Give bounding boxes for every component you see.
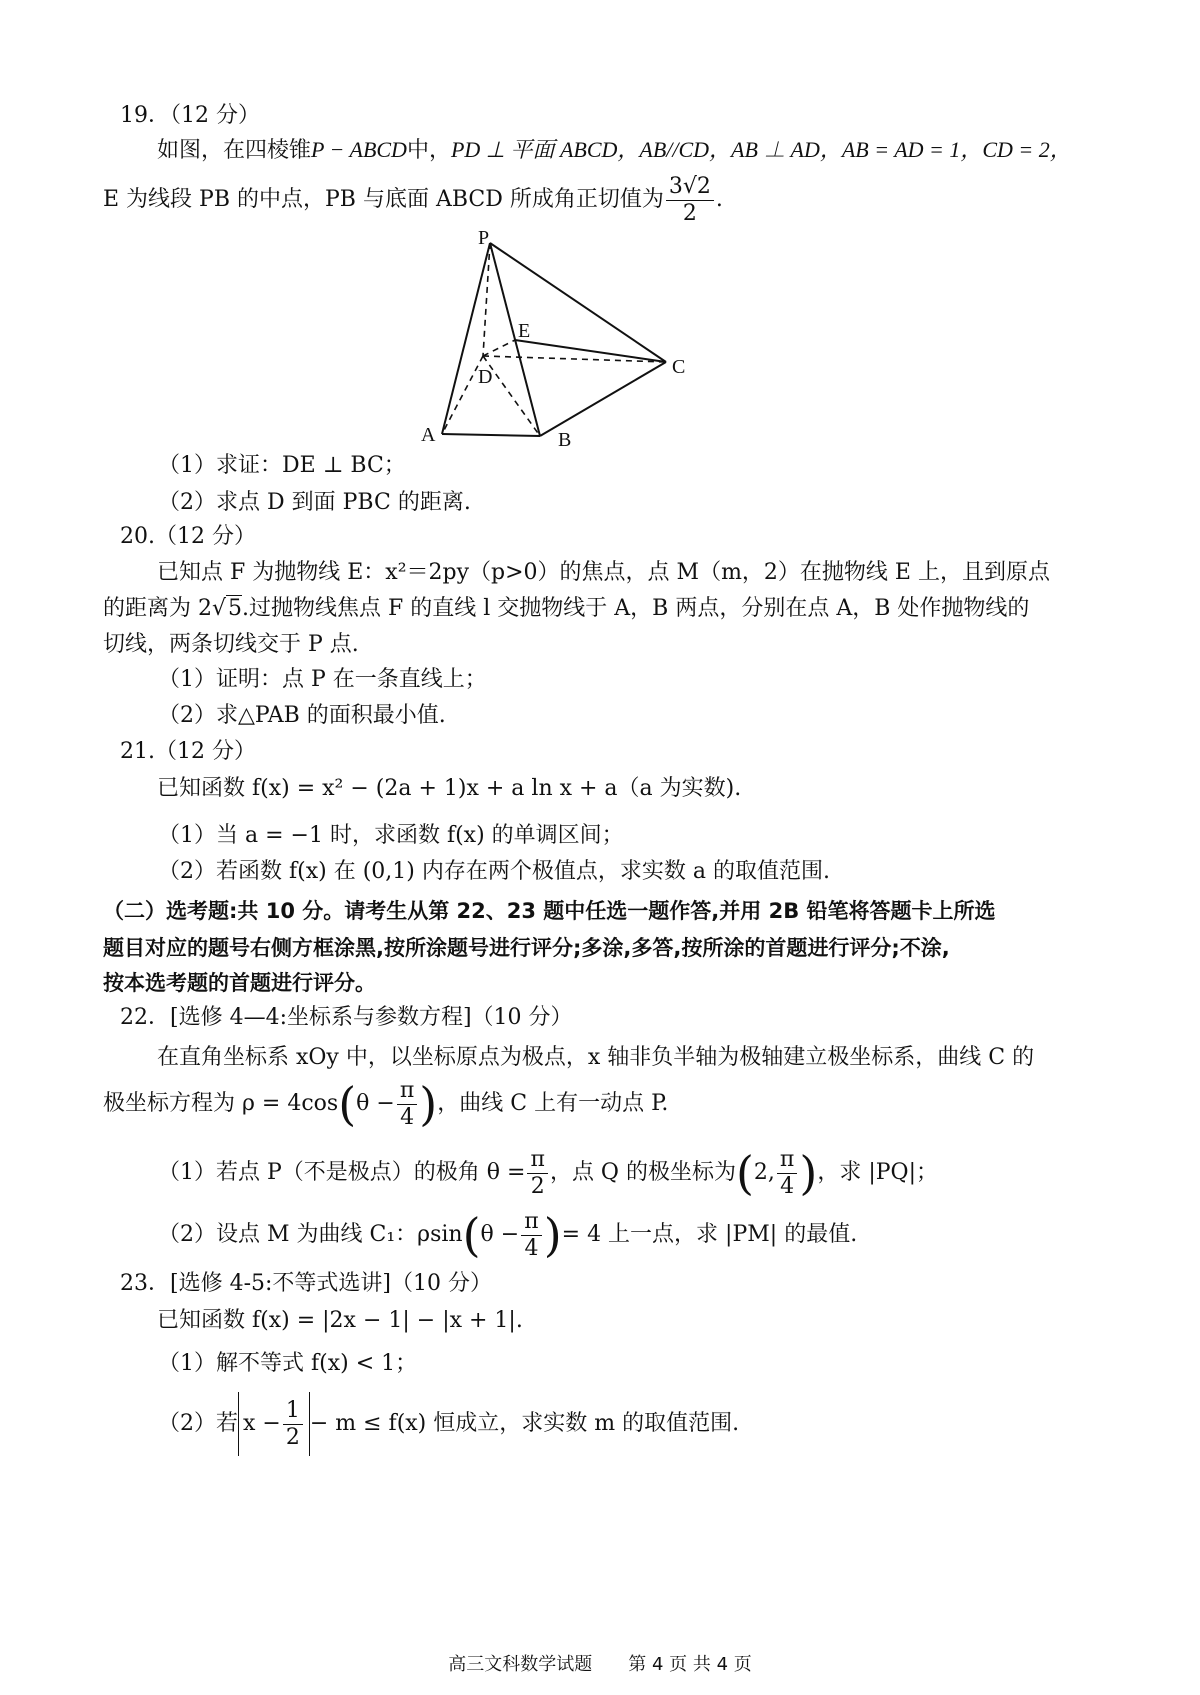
fraction-3sqrt2-over-2: $\frac{3√2}{2}$ [666, 174, 714, 227]
q23-part1: （1）解不等式 f(x) < 1； [158, 1351, 418, 1376]
q21-part2: （2）若函数 f(x) 在 (0,1) 内存在两个极值点，求实数 a 的取值范围. [158, 859, 830, 884]
elective-line2: 题目对应的题号右侧方框涂黑,按所涂题号进行评分;多涂,多答,按所涂的首题进行评分;不涂, [103, 936, 950, 960]
q20-stem-line2: 的距离为 2√5.过抛物线焦点 F 的直线 l 交抛物线于 A，B 两点，分别在点 A，B 处作抛物线的 [103, 596, 1030, 621]
label-D: D [478, 366, 493, 388]
elective-line1: （二）选考题:共 10 分。请考生从第 22、23 题中任选一题作答,并用 2B 铅笔将答题卡上所选 [103, 899, 996, 923]
elective-line3: 按本选考题的首题进行评分。 [103, 971, 376, 995]
q20-part2: （2）求△PAB 的面积最小值. [158, 703, 446, 728]
q19-stem-line2: E 为线段 PB 的中点，PB 与底面 ABCD 所成角正切值为 $\frac{3√2}{2}$ . [103, 173, 723, 226]
page-footer: 高三文科数学试题 第 4 页 共 4 页 [448, 1654, 752, 1675]
pyramid-figure [400, 222, 720, 452]
q20-stem-line1: 已知点 F 为抛物线 E：x²＝2py（p>0）的焦点，点 M（m，2）在抛物线 E 上，且到原点 [157, 560, 1050, 585]
label-P: P [478, 227, 490, 249]
q23-part2: （2）若 x − $\frac{1}{2}$ − m ≤ f(x) 恒成立，求实数 m 的取值范围. [158, 1392, 739, 1456]
q20-header: 20.（12 分） [120, 524, 256, 549]
q20-stem-line3: 切线，两条切线交于 P 点. [103, 632, 359, 657]
q21-stem: 已知函数 f(x) = x² − (2a + 1)x + a ln x + a（a 为实数). [157, 776, 742, 801]
q22-part2: （2）设点 M 为曲线 C₁：ρsin(θ − $\frac{\pi}{4}$ )= 4 上一点，求 |PM| 的最值. [158, 1208, 858, 1262]
q22-stem-line1: 在直角坐标系 xOy 中，以坐标原点为极点，x 轴非负半轴为极轴建立极坐标系，曲线 C 的 [157, 1045, 1035, 1070]
q22-part1: （1）若点 P（不是极点）的极角 θ = $\frac{\pi}{2}$ ，点 Q 的极坐标为(2, $\frac{\pi}{4}$ )，求 |PQ|； [158, 1146, 939, 1200]
q19-part2: （2）求点 D 到面 PBC 的距离. [158, 490, 471, 515]
q19-part1: （1）求证：DE ⊥ BC； [158, 453, 406, 478]
label-A: A [421, 424, 436, 446]
label-C: C [672, 356, 686, 378]
q22-header: 22．[选修 4—4:坐标系与参数方程]（10 分） [120, 1005, 573, 1030]
q21-part1: （1）当 a = −1 时，求函数 f(x) 的单调区间； [158, 823, 624, 848]
q23-stem: 已知函数 f(x) = |2x − 1| − |x + 1|. [157, 1308, 523, 1333]
q21-header: 21.（12 分） [120, 739, 256, 764]
q20-part1: （1）证明：点 P 在一条直线上； [158, 667, 487, 692]
q23-header: 23．[选修 4-5:不等式选讲]（10 分） [120, 1271, 492, 1296]
q22-stem-line2: 极坐标方程为 ρ = 4cos(θ − $\frac{\pi}{4}$ )，曲线 C 上有一动点 P. [103, 1077, 669, 1131]
q19-header: 19．（12 分） [120, 103, 260, 128]
q19-stem-line1: 如图，在四棱锥P − ABCD中，PD ⊥ 平面 ABCD，AB//CD，AB ⊥ AD，AB = AD = 1，CD = 2， [157, 137, 1072, 163]
label-E: E [518, 320, 531, 342]
label-B: B [558, 429, 572, 451]
